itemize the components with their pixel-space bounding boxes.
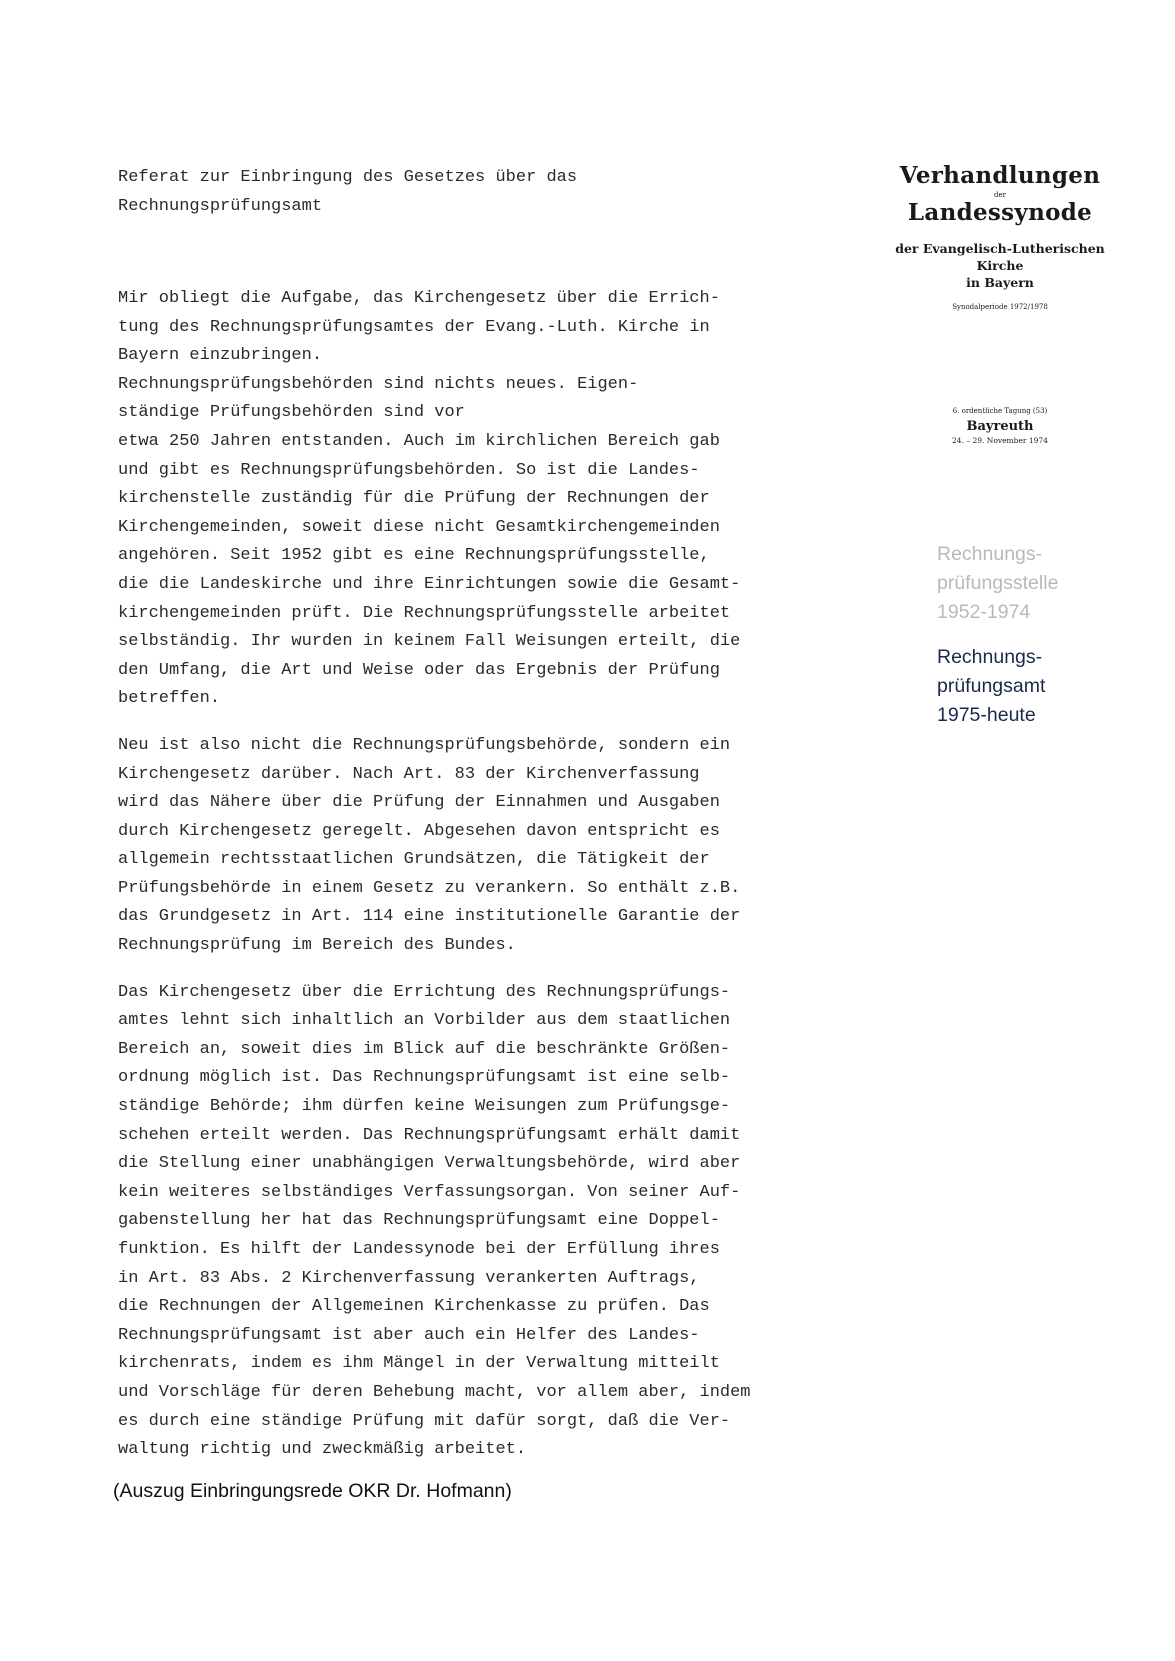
text-line: und gibt es Rechnungsprüfungsbehörden. So ist die Landes- xyxy=(118,460,700,480)
text-line: Prüfungsbehörde in einem Gesetz zu verankern. So enthält z.B. xyxy=(118,878,741,898)
text-line: amtes lehnt sich inhaltlich an Vorbilder aus dem staatlichen xyxy=(118,1011,731,1031)
cover-church xyxy=(880,240,1120,291)
timeline-item-current xyxy=(937,643,1058,730)
text-line: die Stellung einer unabhängigen Verwaltungsbehörde, wird aber xyxy=(118,1154,741,1174)
paragraph-3 xyxy=(118,979,751,1465)
text-line: es durch eine ständige Prüfung mit dafür sorgt, daß die Ver- xyxy=(118,1411,731,1431)
text-line: Das Kirchengesetz über die Errichtung des Rechnungsprüfungs- xyxy=(118,982,731,1002)
cover-city: Bayreuth xyxy=(966,419,1034,434)
paragraph-1 xyxy=(118,285,751,714)
text-line: durch Kirchengesetz geregelt. Abgesehen davon entspricht es xyxy=(118,821,720,841)
text-line: den Umfang, die Art und Weise oder das Ergebnis der Prüfung xyxy=(118,660,720,680)
text-line: Bayern einzubringen. xyxy=(118,346,323,366)
text-line: betreffen. xyxy=(118,689,221,709)
cover-excerpt xyxy=(880,162,1120,445)
text-line: das Grundgesetz in Art. 114 eine institutionelle Garantie der xyxy=(118,907,741,927)
text-line: Kirchengesetz darüber. Nach Art. 83 der Kirchenverfassung xyxy=(118,764,700,784)
text-line: kirchenstelle zuständig für die Prüfung der Rechnungen der xyxy=(118,489,710,509)
document-title xyxy=(118,164,577,221)
text-line: Rechnungsprüfungsbehörden sind nichts neues. Eigen- xyxy=(118,374,639,394)
cover-dates: 24. – 29. November 1974 xyxy=(952,436,1048,445)
text-line: selbständig. Ihr wurden in keinem Fall Weisungen erteilt, die xyxy=(118,632,741,652)
source-caption: (Auszug Einbringungsrede OKR Dr. Hofmann) xyxy=(113,1480,512,1502)
text-line: und Vorschläge für deren Behebung macht, vor allem aber, indem xyxy=(118,1382,751,1402)
text-line: in Art. 83 Abs. 2 Kirchenverfassung verankerten Auftrags, xyxy=(118,1268,700,1288)
text-line: Rechnungsprüfung im Bereich des Bundes. xyxy=(118,936,516,956)
text-line: schehen erteilt werden. Das Rechnungsprüfungsamt erhält damit xyxy=(118,1125,741,1145)
text-line: gabenstellung her hat das Rechnungsprüfungsamt eine Doppel- xyxy=(118,1211,720,1231)
text-line: funktion. Es hilft der Landessynode bei der Erfüllung ihres xyxy=(118,1240,720,1259)
text-line: Mir obliegt die Aufgabe, das Kirchengesetz über die Errich- xyxy=(118,289,720,308)
cover-session: 6. ordentliche Tagung (53) xyxy=(952,407,1048,415)
timeline-line: prüfungsstelle xyxy=(937,572,1059,594)
timeline-line: prüfungsamt xyxy=(937,675,1046,697)
text-line: ständige Prüfungsbehörden sind vor xyxy=(118,403,465,423)
text-line: ordnung möglich ist. Das Rechnungsprüfungsamt ist eine selb- xyxy=(118,1068,731,1088)
text-line: allgemein rechtsstaatlichen Grundsätzen, die Tätigkeit der xyxy=(118,850,710,870)
title-line: Referat zur Einbringung des Gesetzes über das xyxy=(118,168,578,187)
text-line: angehören. Seit 1952 gibt es eine Rechnungsprüfungsstelle, xyxy=(118,546,710,566)
text-line: Bereich an, soweit dies im Blick auf die beschränkte Größen- xyxy=(118,1039,731,1059)
cover-church-line: der Evangelisch-Lutherischen Kirche xyxy=(895,241,1105,273)
cover-synod-period: Synodalperiode 1972/1978 xyxy=(952,303,1048,311)
cover-title-landessynode: Landessynode xyxy=(907,199,1093,226)
text-line: etwa 250 Jahren entstanden. Auch im kirchlichen Bereich gab xyxy=(118,431,720,451)
text-line: kirchenrats, indem es ihm Mängel in der Verwaltung mitteilt xyxy=(118,1354,720,1374)
cover-der: der xyxy=(994,191,1006,199)
timeline-item-past xyxy=(937,540,1058,627)
text-line: waltung richtig und zweckmäßig arbeitet. xyxy=(118,1440,527,1460)
text-line: die die Landeskirche und ihre Einrichtungen sowie die Gesamt- xyxy=(118,574,741,594)
timeline-line: 1952-1974 xyxy=(937,601,1031,623)
text-line: Neu ist also nicht die Rechnungsprüfungsbehörde, sondern ein xyxy=(118,735,731,755)
text-line: tung des Rechnungsprüfungsamtes der Evang.-Luth. Kirche in xyxy=(118,317,710,337)
text-line: Kirchengemeinden, soweit diese nicht Gesamtkirchengemeinden xyxy=(118,517,720,537)
text-line: kein weiteres selbständiges Verfassungsorgan. Von seiner Auf- xyxy=(118,1182,741,1202)
timeline-line: Rechnungs- xyxy=(937,543,1043,565)
timeline-legend xyxy=(937,540,1058,730)
text-line: die Rechnungen der Allgemeinen Kirchenkasse zu prüfen. Das xyxy=(118,1297,710,1317)
text-line: ständige Behörde; ihm dürfen keine Weisungen zum Prüfungsge- xyxy=(118,1097,731,1117)
text-line: kirchengemeinden prüft. Die Rechnungsprüfungsstelle arbeitet xyxy=(118,603,731,623)
text-line: wird das Nähere über die Prüfung der Einnahmen und Ausgaben xyxy=(118,793,720,813)
paragraph-2 xyxy=(118,732,751,961)
title-line: Rechnungsprüfungsamt xyxy=(118,196,323,216)
text-line: Rechnungsprüfungsamt ist aber auch ein Helfer des Landes- xyxy=(118,1325,700,1345)
timeline-line: Rechnungs- xyxy=(937,646,1043,668)
document-body xyxy=(118,285,751,1465)
cover-title-verhandlungen: Verhandlungen xyxy=(899,162,1101,189)
cover-church-line: in Bayern xyxy=(966,275,1034,290)
timeline-line: 1975-heute xyxy=(937,704,1036,726)
